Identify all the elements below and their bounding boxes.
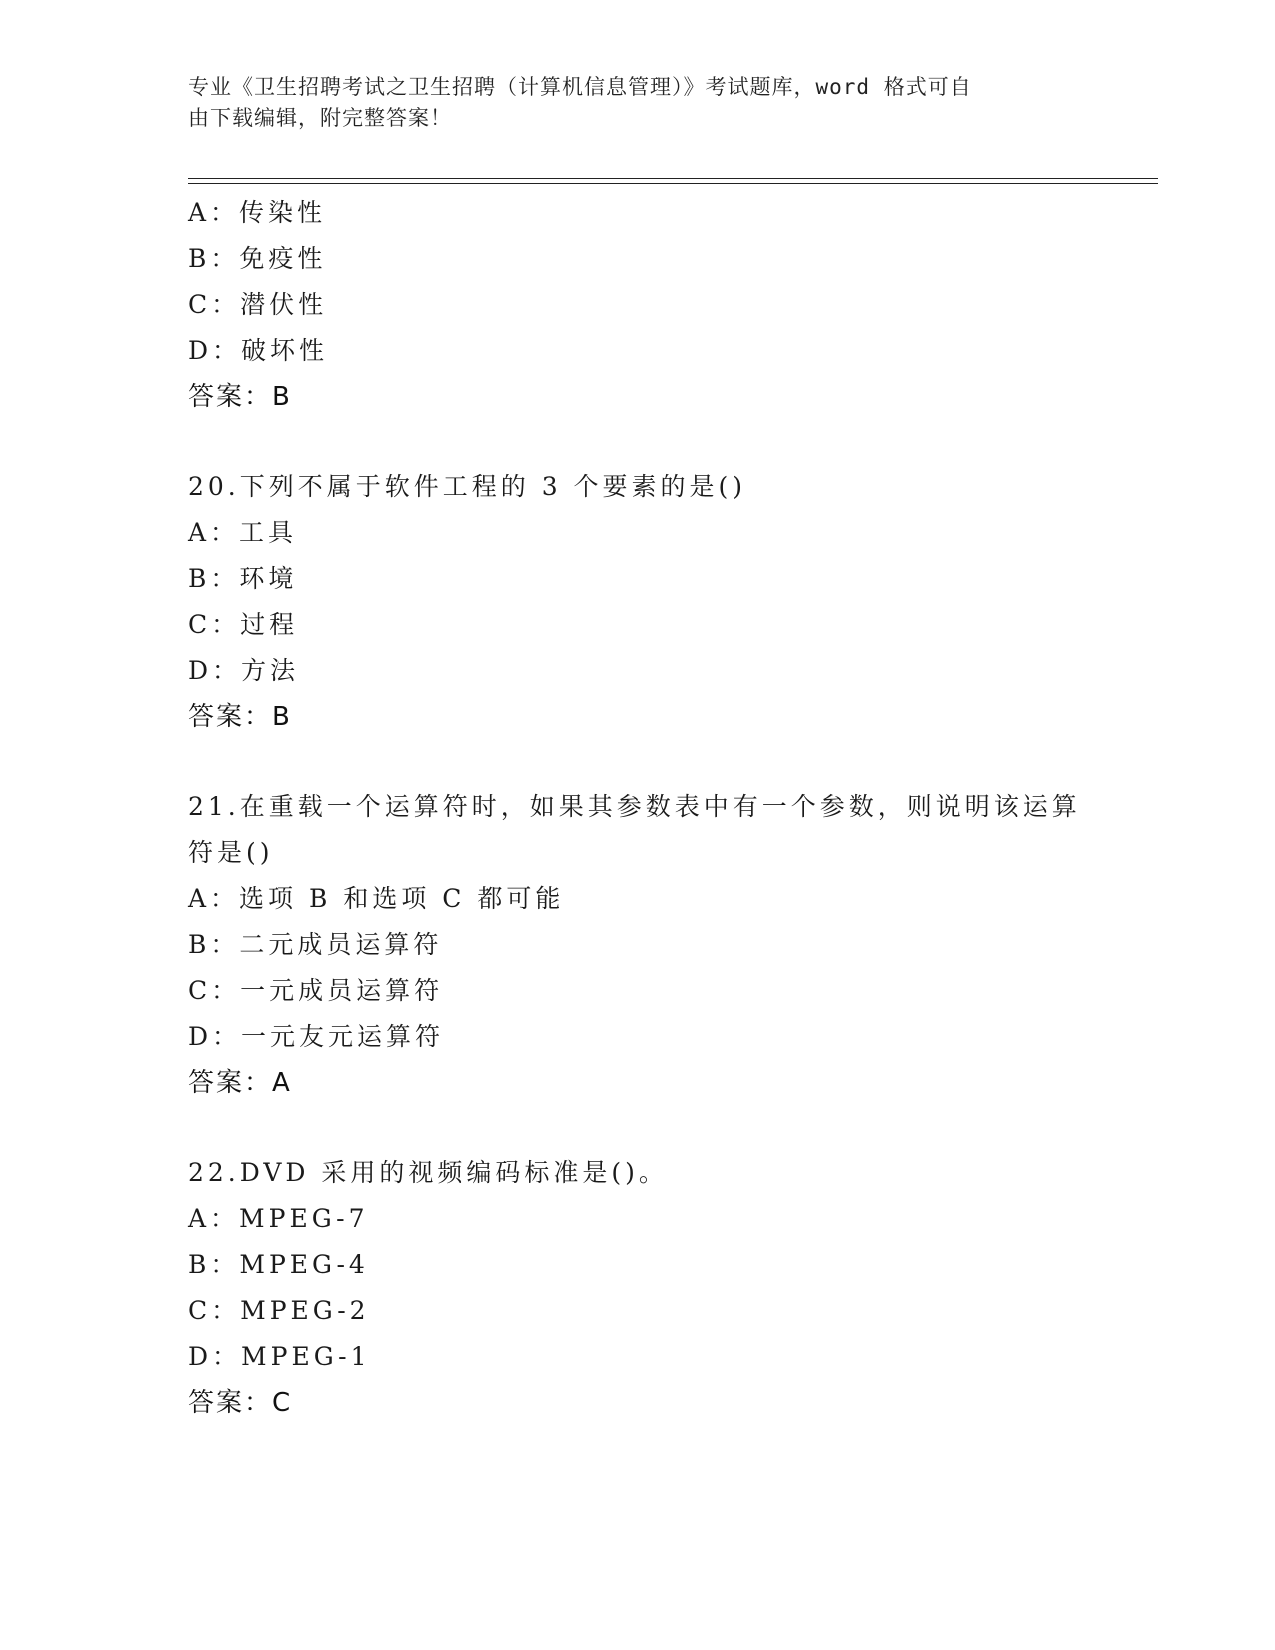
option-a: A：MPEG-7 <box>188 1204 369 1233</box>
answer-line: 答案：B <box>188 382 292 412</box>
option-b: B：环境 <box>188 564 298 593</box>
question-21-block <box>188 784 1128 1106</box>
question-list <box>188 190 1128 1426</box>
header-line-2: 由下载编辑，附完整答案！ <box>188 106 452 130</box>
option-a: A：工具 <box>188 518 298 547</box>
option-a: A：传染性 <box>188 198 327 227</box>
option-a: A：选项 B 和选项 C 都可能 <box>188 884 565 913</box>
option-d: D：破坏性 <box>188 336 329 365</box>
question-text-line-2: 符是() <box>188 838 274 867</box>
option-b: B：免疫性 <box>188 244 327 273</box>
header-divider-top <box>188 178 1158 179</box>
option-d: D：一元友元运算符 <box>188 1022 445 1051</box>
question-text: 20.下列不属于软件工程的 3 个要素的是() <box>188 472 747 501</box>
header-divider-bottom <box>188 183 1158 184</box>
answer-line: 答案：B <box>188 702 292 732</box>
option-c: C：过程 <box>188 610 299 639</box>
document-header <box>188 72 1068 134</box>
answer-line: 答案：A <box>188 1068 292 1098</box>
option-d: D：MPEG-1 <box>188 1342 371 1371</box>
option-c: C：MPEG-2 <box>188 1296 370 1325</box>
option-b: B：MPEG-4 <box>188 1250 369 1279</box>
answer-line: 答案：C <box>188 1388 293 1418</box>
question-20-block <box>188 464 1128 740</box>
question-22-block <box>188 1150 1128 1426</box>
option-b: B：二元成员运算符 <box>188 930 443 959</box>
option-c: C：一元成员运算符 <box>188 976 444 1005</box>
question-text: 22.DVD 采用的视频编码标准是()。 <box>188 1158 668 1187</box>
option-d: D：方法 <box>188 656 300 685</box>
option-c: C：潜伏性 <box>188 290 328 319</box>
question-19-block <box>188 190 1128 420</box>
header-line-1: 专业《卫生招聘考试之卫生招聘（计算机信息管理）》考试题库，word 格式可自 <box>188 75 972 99</box>
question-text-line-1: 21.在重载一个运算符时，如果其参数表中有一个参数，则说明该运算 <box>188 792 1081 821</box>
